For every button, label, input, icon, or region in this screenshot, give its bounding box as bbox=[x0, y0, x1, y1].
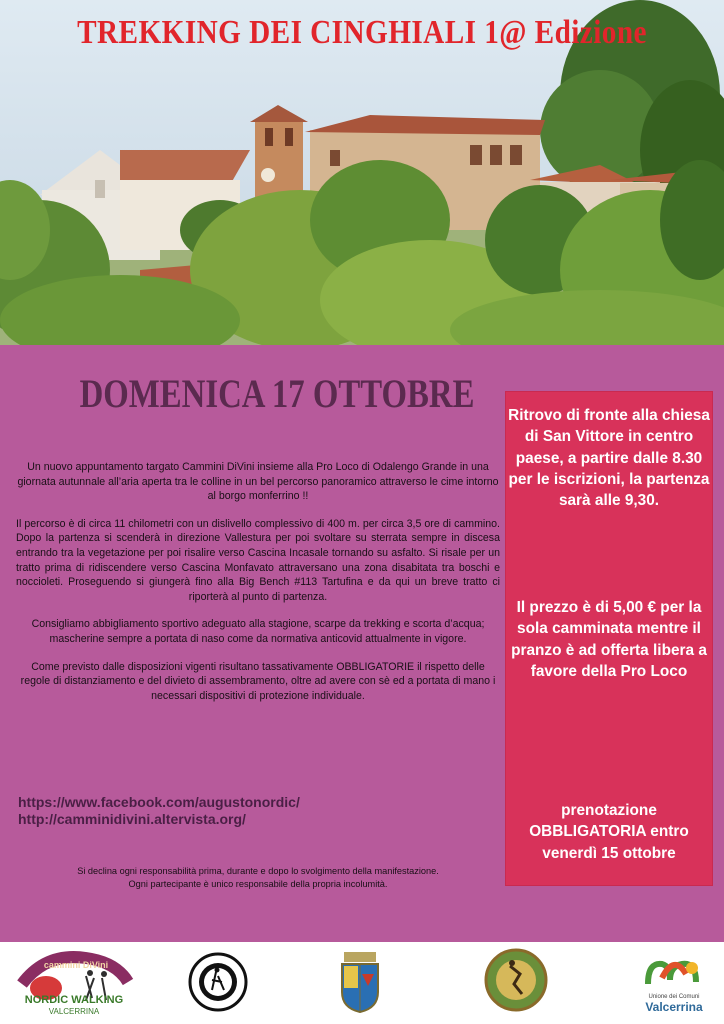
price-info: Il prezzo è di 5,00 € per la sola camminata mentre il pranzo è ad offerta libera a favore della Pro Loco bbox=[511, 599, 707, 680]
event-title: TREKKING DEI CINGHIALI 1@ Edizione bbox=[77, 14, 647, 51]
facebook-link[interactable]: https://www.facebook.com/augustonordic/ bbox=[18, 794, 300, 810]
svg-text:VALCERRINA: VALCERRINA bbox=[48, 1007, 100, 1016]
scuola-italiana-nordic-walking-logo bbox=[188, 952, 248, 1017]
event-description bbox=[16, 460, 500, 716]
footer-logos bbox=[0, 942, 724, 1024]
unione-comuni-valcerrina-logo bbox=[640, 948, 708, 1021]
meeting-info: Ritrovo di fronte alla chiesa di San Vittore in centro paese, a partire dalle 8.30 per le iscrizioni, la partenza sarà alle 9,30. bbox=[508, 407, 710, 510]
info-box bbox=[506, 392, 712, 885]
intro-paragraph: Un nuovo appuntamento targato Cammini DiVini insieme alla Pro Loco di Odalengo Grande in una giornata autunnale all’aria aperta tra le colline in un bel percorso panoramico attraverso le cime intorno al borgo monferrino !! bbox=[17, 461, 499, 503]
svg-text:Unione dei Comuni: Unione dei Comuni bbox=[648, 994, 700, 1000]
event-date: DOMENICA 17 OTTOBRE bbox=[79, 371, 475, 416]
svg-text:cammini DiVini: cammini DiVini bbox=[43, 960, 109, 970]
municipal-coat-of-arms-logo bbox=[338, 950, 382, 1019]
village-photo bbox=[0, 0, 724, 345]
route-paragraph: Il percorso è di circa 11 chilometri con un dislivello complessivo di 400 m. per circa 3,5 ore di cammino. Dopo la partenza si scenderà in direzione Vallestura per poi svoltare su sterrata sempre in discesa entrando tra la vegetazione per poi risalire verso Cascina Incasale tornando su asfalto. Si risale per un tratto prima di ridiscendere verso Cascina Monfavato attraversano una zona disabitata tra boschi e noccioleti. Proseguendo si giungerà fino alla Big Bench #113 Tartufina e da qui un breve tratto ci riporterà al punto di partenza. bbox=[16, 517, 500, 603]
nordic-walking-valcerrina-logo bbox=[16, 948, 134, 1021]
booking-info: prenotazione OBBLIGATORIA entro venerdì 15 ottobre bbox=[529, 802, 689, 862]
rules-paragraph: Come previsto dalle disposizioni vigenti risultano tassativamente OBBLIGATORIE il rispetto delle regole di distanziamento e del divieto di assembramento, oltre ad avere con sè ed a portata di mano i necessari dispositivi di protezione individuale. bbox=[20, 660, 496, 702]
equipment-paragraph: Consigliamo abbigliamento sportivo adeguato alla stagione, scarpe da trekking e scorta d’acqua; mascherine sempre a portata di naso come da normativa anticovid attualmente in vigore. bbox=[31, 618, 485, 645]
svg-text:Valcerrina: Valcerrina bbox=[645, 1000, 703, 1014]
links-block bbox=[18, 794, 478, 828]
svg-text:NORDIC WALKING: NORDIC WALKING bbox=[24, 994, 124, 1006]
pro-loco-round-logo bbox=[484, 948, 548, 1017]
disclaimer bbox=[14, 865, 502, 891]
disclaimer-line: Si declina ogni responsabilità prima, durante e dopo lo svolgimento della manifestazione. bbox=[77, 866, 439, 876]
disclaimer-line: Ogni partecipante è unico responsabile della propria incolumità. bbox=[128, 879, 388, 889]
website-link[interactable]: http://camminidivini.altervista.org/ bbox=[18, 811, 246, 827]
